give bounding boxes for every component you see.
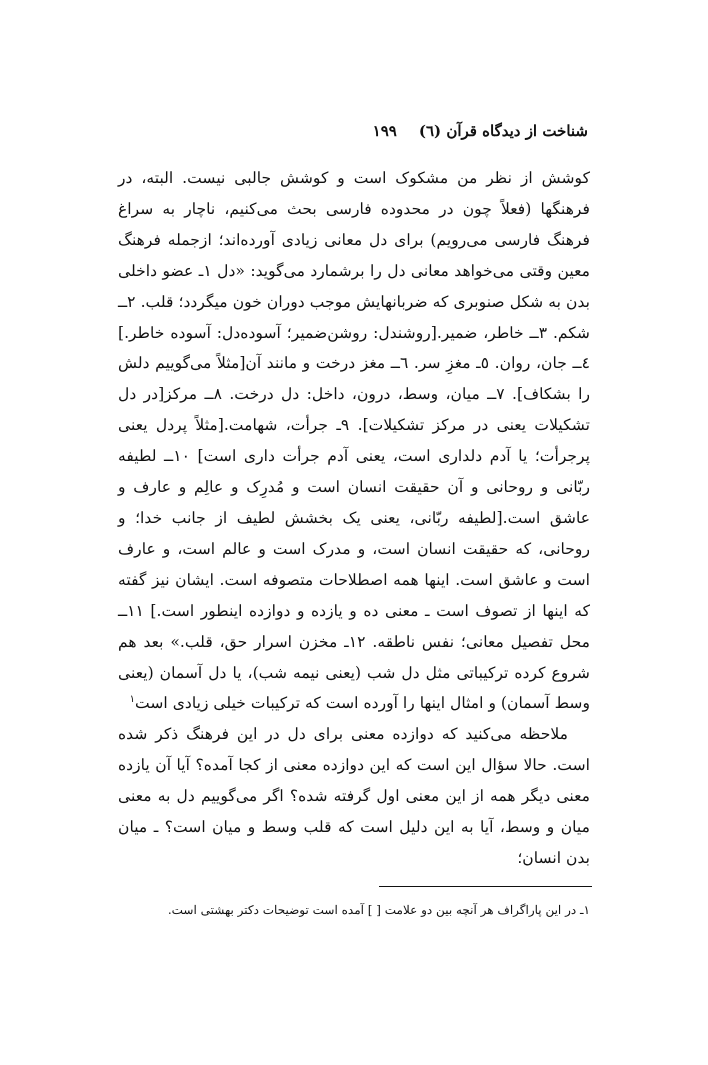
paragraph-1-text: کوشش از نظر من مشکوک است و کوشش جالبی نیست. البته، در فرهنگها (فعلاً چون در محدوده فارسی بحث می‌کنیم، ناچار به سراغ فرهنگ فارسی می‌رویم) برای دل معانی زیادی آورده‌اند؛ ازجمله فرهنگ معین وقتی می‌خواهد معانی دل را برشمارد می‌گوید: «دل ۱ـ عضو داخلی بدن به شکل صنوبری که ضربانهایش موجب دوران خون میگردد؛ قلب. ۲ــ شکم. ۳ــ خاطر، ضمیر.[روشندل: روشن‌ضمیر؛ آسوده‌دل: آسوده خاطر.] ٤ــ جان، روان. ٥ـ مغزِ سر. ٦ــ مغز درخت و مانند آن[مثلاً می‌گوییم دلش را بشکاف]. ۷ــ میان، وسط، درون، داخل: دل درخت. ۸ــ مرکز[در دل تشکیلات یعنی در مرکز تشکیلات]. ۹ـ جرأت، شهامت.[مثلاً پردل یعنی پرجرأت؛ یا آدم دلداری است، یعنی آدم جرأت داری است] ۱۰ــ لطیفه ربّانی و روحانی و آن حقیقت انسان است و مُدرِک و عالِم و عارف و عاشق است.[لطیفه ربّانی، یعنی یک بخشش لطیف از جانب خدا؛ و روحانی، که حقیقت انسان است، و مدرک است و عالم است، و عارف است و عاشق است. اینها همه اصطلاحات متصوفه است. ایشان نیز گفته که اینها از تصوف است ـ معنی ده و یازده و دوازده اینطور است.] ۱۱ــ محل تفصیل معانی؛ نفس ناطقه. ۱۲ـ مخزن اسرار حق، قلب.» بعد هم شروع کرده ترکیباتی مثل دل شب (یعنی نیمه شب)، یا دل آسمان (یعنی وسط آسمان) و امثال اینها را آورده است که ترکیبات خیلی زیادی است	[118, 169, 591, 713]
running-head	[118, 118, 588, 144]
footnote-reference: ۱	[129, 694, 136, 706]
footnote	[118, 900, 590, 920]
page-number: ۱۹۹	[372, 122, 397, 140]
paragraph-2-text: ملاحظه می‌کنید که دوازده معنی برای دل در این فرهنگ ذکر شده است. حالا سؤال این است که این دوازده معنی از کجا آمده؟ آیا آن یازده معنی دیگر همه از این معنی اول گرفته شده؟ اگر می‌گوییم دل به معنی میان و وسط، آیا به این دلیل است که قلب وسط و میان است؟ ـ میان بدن انسان؛	[118, 725, 590, 867]
footnote-separator	[379, 886, 592, 887]
running-head-title: شناخت از دیدگاه قرآن (٦)	[418, 122, 588, 140]
footnote-text: ۱ـ در این پاراگراف هر آنچه بین دو علامت [ ] آمده است توضیحات دکتر بهشتی است.	[167, 903, 590, 917]
main-text	[118, 163, 590, 874]
paragraph	[118, 719, 590, 874]
paragraph	[118, 163, 590, 719]
